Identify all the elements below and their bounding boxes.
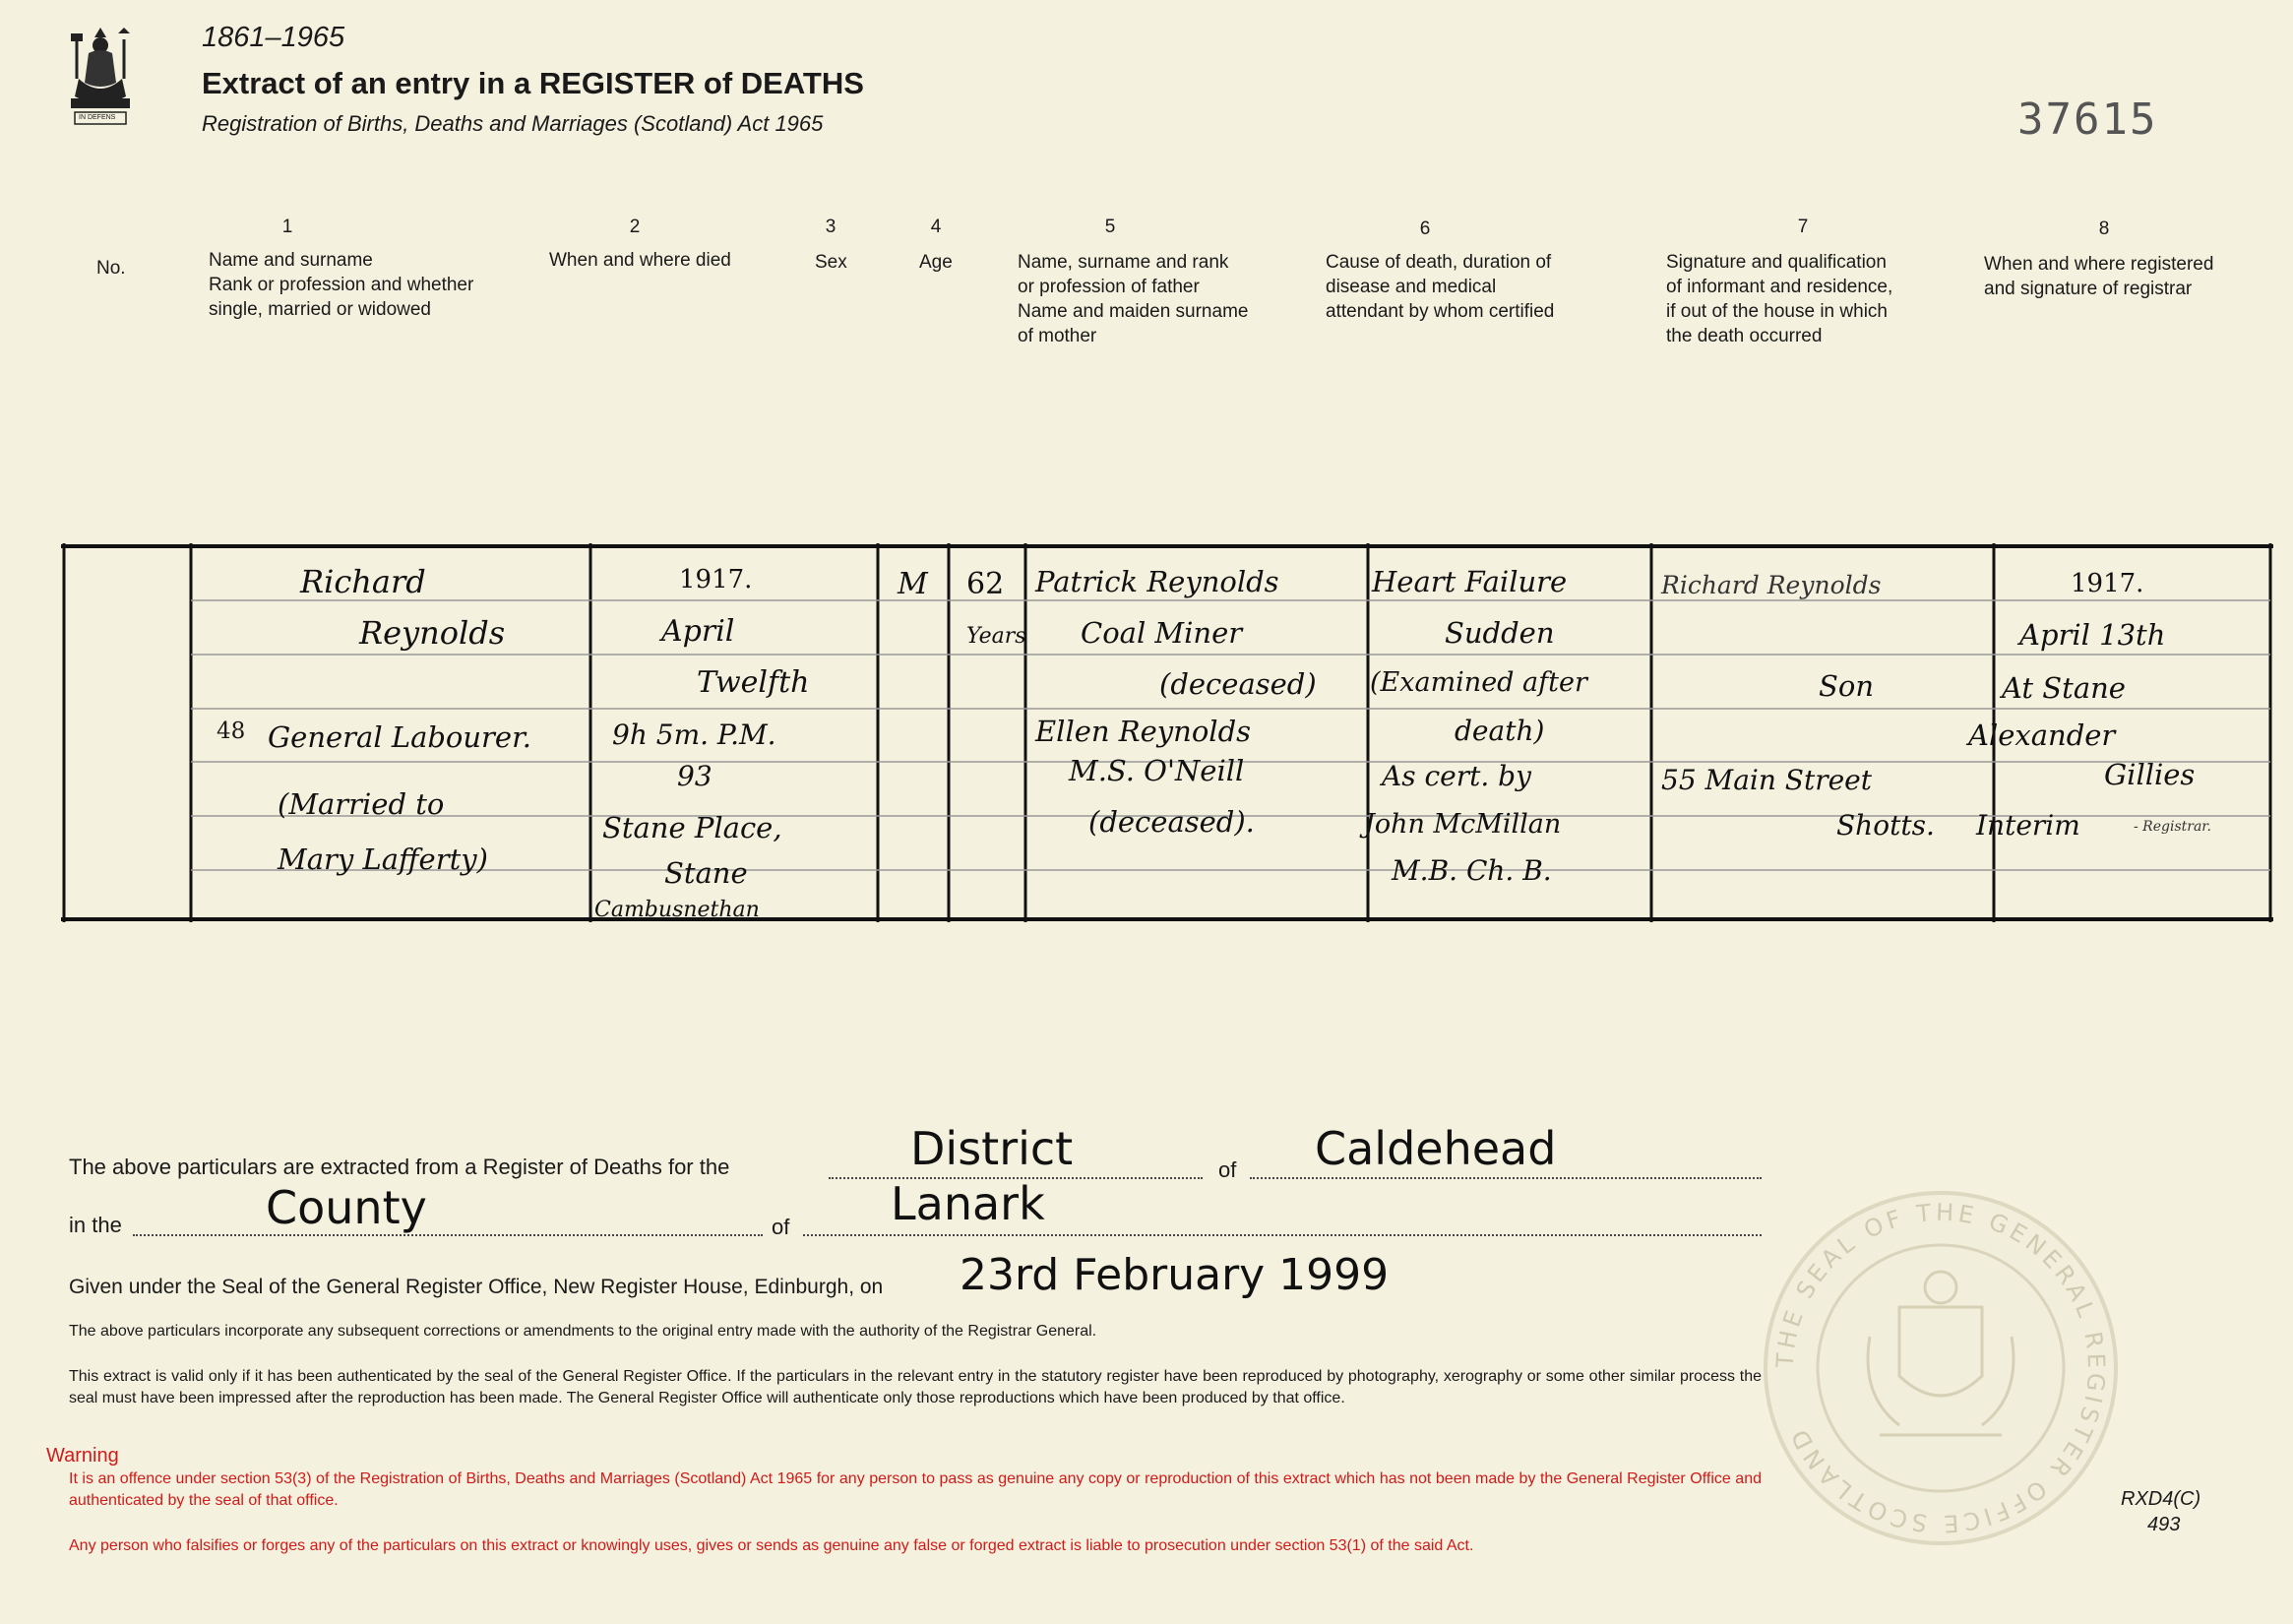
- death-month: April: [661, 614, 735, 649]
- death-street: Stane Place,: [602, 811, 782, 844]
- column-8-number: 8: [2098, 219, 2110, 239]
- embossed-seal-icon: [1762, 1189, 2121, 1548]
- column-1-number: 1: [281, 217, 293, 237]
- informant-signature: Richard Reynolds: [1661, 571, 1882, 599]
- corrections-note: The above particulars incorporate any subsequent corrections or amendments to the original entry made with the authority of the Registrar General.: [69, 1323, 1097, 1340]
- column-3-number: 3: [825, 217, 837, 237]
- column-7-number: 7: [1797, 217, 1809, 237]
- particulars-line1-label: The above particulars are extracted from a Register of Deaths for the: [69, 1155, 730, 1179]
- examination-line1: (Examined after: [1370, 667, 1587, 698]
- column-4-number: 4: [930, 217, 942, 237]
- column-5-number: 5: [1104, 217, 1116, 237]
- validity-note: This extract is valid only if it has been authenticated by the seal of the General Register Office. If the particulars in the relevant entry in the statutory register have been reproduced by photography, xerography or some other similar process the seal must have been impressed after the reproduction has been made. The General Register Office will authenticate only those reproductions which have been produced by that office.: [69, 1368, 1762, 1406]
- informant-address-line2: Shotts.: [1836, 809, 1935, 842]
- death-house-number: 93: [677, 760, 713, 792]
- registration-place: At Stane: [2002, 671, 2126, 705]
- column-3-header: Sex: [815, 252, 847, 273]
- death-parish: Cambusnethan: [594, 898, 760, 922]
- age-value: 62: [966, 567, 1005, 601]
- informant-relationship: Son: [1819, 669, 1875, 703]
- death-time: 9h 5m. P.M.: [612, 718, 776, 751]
- serial-number: 37615: [2017, 94, 2158, 145]
- registrar-label: - Registrar.: [2134, 819, 2211, 835]
- column-no-header: No.: [96, 258, 126, 279]
- examination-line2: death): [1455, 715, 1545, 747]
- entry-number: 48: [217, 718, 246, 744]
- form-number: 493: [2147, 1514, 2181, 1535]
- deceased-name-line2: Reynolds: [359, 614, 506, 652]
- column-7-header: Signature and qualification of informant and residence, if out of the house in which the death occurred: [1666, 252, 1893, 346]
- registrar-first-name: Alexander: [1968, 718, 2116, 752]
- mother-name: Ellen Reynolds: [1035, 715, 1252, 748]
- column-6-header: Cause of death, duration of disease and medical attendant by whom certified: [1326, 252, 1555, 322]
- column-2-header: When and where died: [549, 250, 731, 271]
- informant-address-line1: 55 Main Street: [1661, 764, 1872, 796]
- warning-forgery-text: Any person who falsifies or forges any of the particulars on this extract or knowingly uses, gives or sends as genuine any false or forged extract is liable to prosecution under section 53(1) of the said Act.: [69, 1537, 1474, 1554]
- form-code: RXD4(C): [2121, 1488, 2201, 1510]
- mother-maiden-name: M.S. O'Neill: [1069, 754, 1245, 787]
- father-occupation: Coal Miner: [1081, 616, 1243, 650]
- deceased-occupation: General Labourer.: [268, 720, 531, 754]
- death-year: 1917.: [679, 565, 753, 594]
- death-place: Stane: [664, 856, 748, 890]
- deceased-name-line1: Richard: [300, 563, 426, 600]
- registrar-title: Interim: [1976, 809, 2080, 842]
- deceased-marital-line2: Mary Lafferty): [278, 843, 488, 876]
- registrar-surname: Gillies: [2104, 758, 2196, 791]
- seal-text: THE SEAL OF THE GENERAL REGISTER OFFICE SCOTLAND: [1770, 1198, 2111, 1538]
- mother-status: (deceased).: [1088, 805, 1255, 839]
- header-years: 1861–1965: [202, 22, 345, 53]
- cause-of-death: Heart Failure: [1372, 565, 1568, 598]
- document-subtitle: Registration of Births, Deaths and Marriages (Scotland) Act 1965: [202, 111, 824, 136]
- county-label: County: [266, 1181, 427, 1234]
- warning-title: Warning: [46, 1445, 119, 1467]
- column-4-header: Age: [919, 252, 953, 273]
- seal-statement-label: Given under the Seal of the General Register Office, New Register House, Edinburgh, on: [69, 1276, 884, 1298]
- of-label-2: of: [772, 1215, 790, 1239]
- crest-motto: IN DEFENS: [79, 114, 116, 121]
- registration-district-name: Caldehead: [1315, 1122, 1557, 1175]
- column-6-number: 6: [1419, 219, 1431, 239]
- particulars-line2-label: in the: [69, 1213, 122, 1237]
- father-name: Patrick Reynolds: [1035, 565, 1279, 598]
- extract-date: 23rd February 1999: [960, 1250, 1390, 1300]
- registration-district-type: District: [910, 1122, 1074, 1175]
- column-8-header: When and where registered and signature of registrar: [1984, 254, 2214, 299]
- certified-by-label: As cert. by: [1382, 760, 1531, 792]
- death-day: Twelfth: [697, 665, 810, 700]
- age-unit: Years: [966, 624, 1026, 649]
- deceased-marital-line1: (Married to: [278, 787, 445, 821]
- father-status: (deceased): [1159, 667, 1317, 701]
- registration-date: April 13th: [2019, 618, 2166, 652]
- royal-crest-icon: [61, 20, 140, 133]
- doctor-qualification: M.B. Ch. B.: [1392, 854, 1552, 887]
- of-label-1: of: [1218, 1157, 1237, 1182]
- sex-value: M: [898, 567, 928, 601]
- warning-offence-text: It is an offence under section 53(3) of the Registration of Births, Deaths and Marriages (Scotland) Act 1965 for any person to pass as genuine any copy or reproduction of this extract which has not been made by the General Register Office and authenticated by the seal of that office.: [69, 1470, 1762, 1509]
- column-5-header: Name, surname and rank or profession of father Name and maiden surname of mother: [1018, 252, 1249, 346]
- document-title: Extract of an entry in a REGISTER of DEATHS: [202, 66, 864, 100]
- column-2-number: 2: [629, 217, 641, 237]
- certifying-doctor: John McMillan: [1364, 809, 1562, 840]
- duration: Sudden: [1445, 616, 1555, 650]
- registration-year: 1917.: [2071, 569, 2144, 598]
- county-name: Lanark: [891, 1177, 1045, 1230]
- column-1-header: Name and surname Rank or profession and whether single, married or widowed: [209, 250, 474, 320]
